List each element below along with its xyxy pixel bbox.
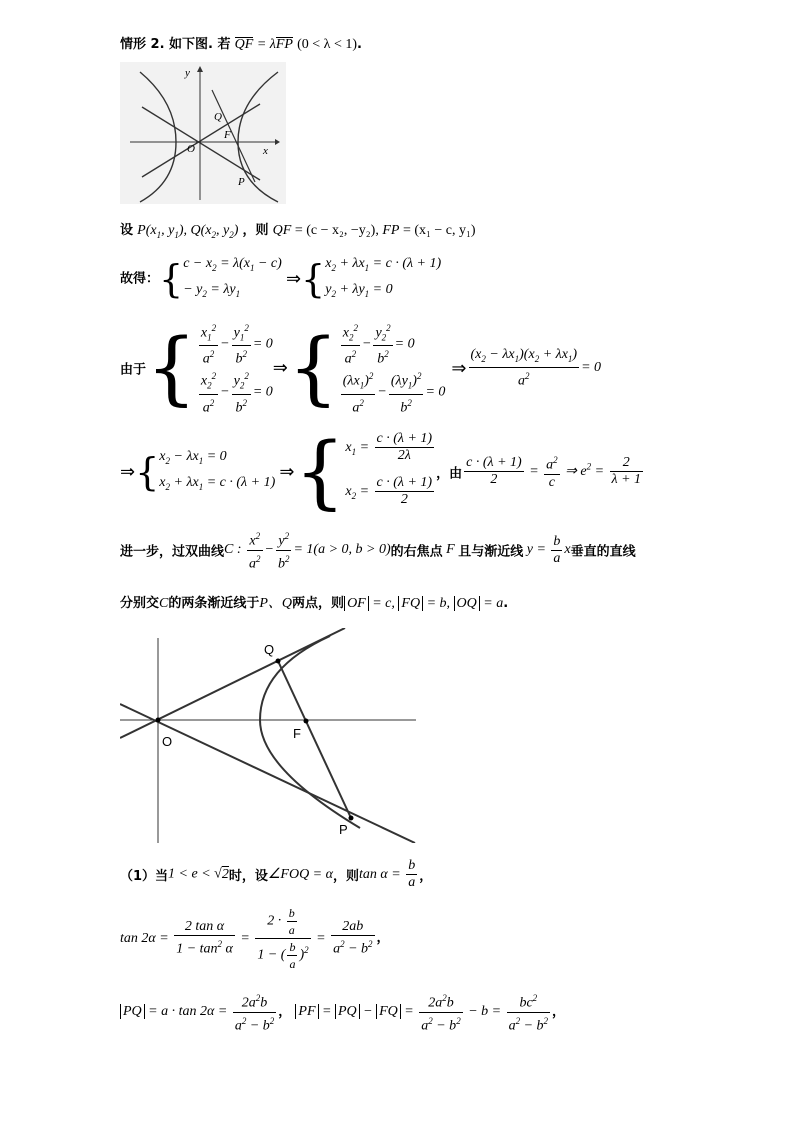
- fig1-o-label: O: [187, 143, 195, 155]
- solution-line: ⇒{ $x_2 - \lambda x_1 = 0$ $x_2 + \lambda x_1 = c \cdot (\lambda + 1)$ ⇒{ $x_1$ = $\frac{c \cdot (\lambda + 1)}{2\lambda}$ $x_2$ = $\frac{c \cdot (\lambda + 1)}{2}$ ，由 $\frac{c \cdot (\lambda + 1)}{2}$ = $\frac{a^2}{c}$ ⇒ $e^2$ = $\frac{2}{\lambda + 1}$: [120, 428, 645, 516]
- system-4: $\frac{x_2^2}{a^2}$ − $\frac{y_2^2}{b^2}$ = 0 $\frac{(\lambda x_1)^2}{a^2}$ − $\frac{(\lambda y_1)^2}{b^2}$ = 0: [339, 320, 446, 416]
- asymptote-eq: y = $\frac{b}{a}$ x: [523, 533, 571, 566]
- hyperbola-eq: C : $\frac{x^2}{a^2}$ − $\frac{y^2}{b^2}$ = 1(a > 0, b > 0): [224, 542, 391, 557]
- vector-qf-value: (c − x₂, −y₂),: [306, 223, 383, 238]
- fig1-y-label: y: [185, 67, 190, 79]
- fig1-f-label: F: [224, 129, 231, 141]
- system-2: $x_2 + \lambda x_1 = c \cdot (\lambda + 1)$ $y_2 + \lambda y_1 = 0$: [325, 256, 442, 299]
- comma: ，: [376, 930, 390, 946]
- hence-label: 故得：: [120, 271, 160, 287]
- figure-hyperbola-small-svg: [120, 62, 286, 204]
- case-intro-line: [120, 33, 362, 53]
- further-text-4: 垂直的直线: [570, 544, 636, 560]
- points-pq: $P(x_1$, $y_1$), $Q(x_2$, $y_2$): [137, 223, 239, 240]
- fig2-o-label: O: [162, 734, 173, 749]
- because-label: 由于: [120, 362, 147, 378]
- because-system-line: 由于{ $\frac{x_1^2}{a^2}$ − $\frac{y_1^2}{b^2}$ = 0 $\frac{x_2^2}{a^2}$ − $\frac{y_2^2}{b^2}$ = 0 ⇒{ $\frac{x_2^2}{a^2}$ − $\frac{y_2^2}{b^2}$ = 0 $\frac{(\lambda x_1)^2}{a^2}$ − $\frac{(\lambda y_1)^2}{b^2}$ = 0 ⇒ $\frac{(x_2 - \lambda x_1)(x_2 + \lambda x_1)}{a^2}$ = 0: [120, 321, 602, 416]
- further-text-2: 的右焦点: [390, 544, 443, 560]
- vector-eq: QF = λFP: [234, 37, 293, 52]
- set-label: 设: [120, 223, 134, 238]
- comma: ，: [552, 1004, 566, 1020]
- tan-alpha: tan α = $\frac{b}{a}$: [359, 858, 416, 890]
- fig2-f-label: F: [293, 726, 301, 741]
- case1-when: 时，设: [228, 869, 268, 884]
- tan2alpha-line: [120, 905, 390, 972]
- case1-then: ，则: [332, 869, 359, 884]
- further-text-6: 的两条渐近线于: [168, 596, 260, 611]
- further-text-7: 两点，则: [292, 596, 345, 611]
- case-intro-label: 情形 2. 如下图. 若: [120, 37, 231, 52]
- fig2-q-label: Q: [264, 642, 275, 657]
- vector-fp-value: (x₁ − c, y₁): [414, 223, 476, 238]
- comma: ，: [419, 869, 433, 884]
- difference-eq: $\frac{(x_2 - \lambda x_1)(x_2 + \lambda x_1)}{a^2}$ = 0: [470, 346, 602, 389]
- system-1: $c - x_2 = \lambda(x_1 - c)$ − $y_2 = \lambda y_1$: [183, 256, 282, 299]
- then-label: ，则: [242, 223, 269, 238]
- further-text-1: 进一步，过双曲线: [120, 544, 225, 560]
- lengths-eq: OF = c, FQ = b, OQ = a: [344, 596, 503, 611]
- further-text-5: 分别交: [120, 596, 160, 611]
- vector-fp-label: FP: [382, 223, 400, 238]
- figure-hyperbola-small: [120, 62, 286, 204]
- fig1-p-label: P: [238, 176, 245, 188]
- fig1-q-label: Q: [214, 111, 222, 123]
- period: .: [357, 37, 362, 52]
- hence-system-line: 故得：{ $c - x_2 = \lambda(x_1 - c)$ − $y_2 = \lambda y_1$ ⇒{ $x_2 + \lambda x_1 = c \cdot (\lambda + 1)$ $y_2 + \lambda y_1 = 0$: [120, 253, 441, 305]
- pf-eq: PF = PQ − FQ = $\frac{2a^2b}{a^2 - b^2}$ − b = $\frac{bc^2}{a^2 - b^2}$: [295, 1004, 552, 1019]
- vector-qf-label: QF: [272, 223, 292, 238]
- system-3: $\frac{x_1^2}{a^2}$ − $\frac{y_1^2}{b^2}$ = 0 $\frac{x_2^2}{a^2}$ − $\frac{y_2^2}{b^2}$ = 0: [197, 320, 273, 416]
- figure-hyperbola-large-svg: [120, 628, 420, 843]
- case1-label: （1）当: [120, 869, 169, 884]
- case1-line: [120, 858, 432, 891]
- by-label: ，由: [436, 466, 463, 482]
- lambda-range: (0 < λ < 1): [297, 37, 357, 52]
- pq-eq: PQ = a · tan 2α = $\frac{2a^2b}{a^2 - b^2}$: [120, 1004, 278, 1019]
- angle-def: ∠FOQ = α: [267, 867, 333, 882]
- system-6: $x_1$ = $\frac{c \cdot (\lambda + 1)}{2\lambda}$ $x_2$ = $\frac{c \cdot (\lambda + 1)}{2}$: [345, 431, 433, 508]
- further-line-2: 分别交C的两条渐近线于P、Q两点，则 OF = c, FQ = b, OQ = a.: [120, 596, 509, 611]
- comma: ，: [278, 1004, 292, 1020]
- further-line-1: 进一步，过双曲线C : $\frac{x^2}{a^2}$ − $\frac{y^2}{b^2}$ = 1(a > 0, b > 0)的右焦点 F 且与渐近线 y = $\frac{b}{a}$ x垂直的直线: [120, 528, 636, 572]
- tan2alpha-eq: tan 2α = $\frac{\text{2 tan α}}{1 - \tan^2 \alpha}$ = 2 · $\frac{b}{a}$ 1 − ( $\frac{b}{a}$ )$^2$ = $\frac{2ab}{a^2 - b^2}$: [120, 906, 373, 971]
- fig1-x-label: x: [263, 145, 268, 157]
- points-p-q: P、Q: [259, 596, 293, 611]
- fig2-p-label: P: [339, 822, 348, 837]
- pq-line: [120, 990, 565, 1034]
- further-text-3: 且与渐近线: [458, 544, 524, 560]
- eccentricity-eq: $\frac{c \cdot (\lambda + 1)}{2}$ = $\frac{a^2}{c}$ ⇒ $e^2$ = $\frac{2}{\lambda + 1}$: [462, 464, 645, 479]
- system-5: $x_2 - \lambda x_1 = 0$ $x_2 + \lambda x_1 = c \cdot (\lambda + 1)$: [159, 449, 276, 492]
- ecc-range: 1 < e < √2: [168, 866, 229, 882]
- figure-hyperbola-large: [120, 628, 420, 843]
- set-points-line: 设 $P(x_1$, $y_1$), $Q(x_2$, $y_2$) ，则 QF = (c − x₂, −y₂), FP = (x₁ − c, y₁): [120, 223, 476, 240]
